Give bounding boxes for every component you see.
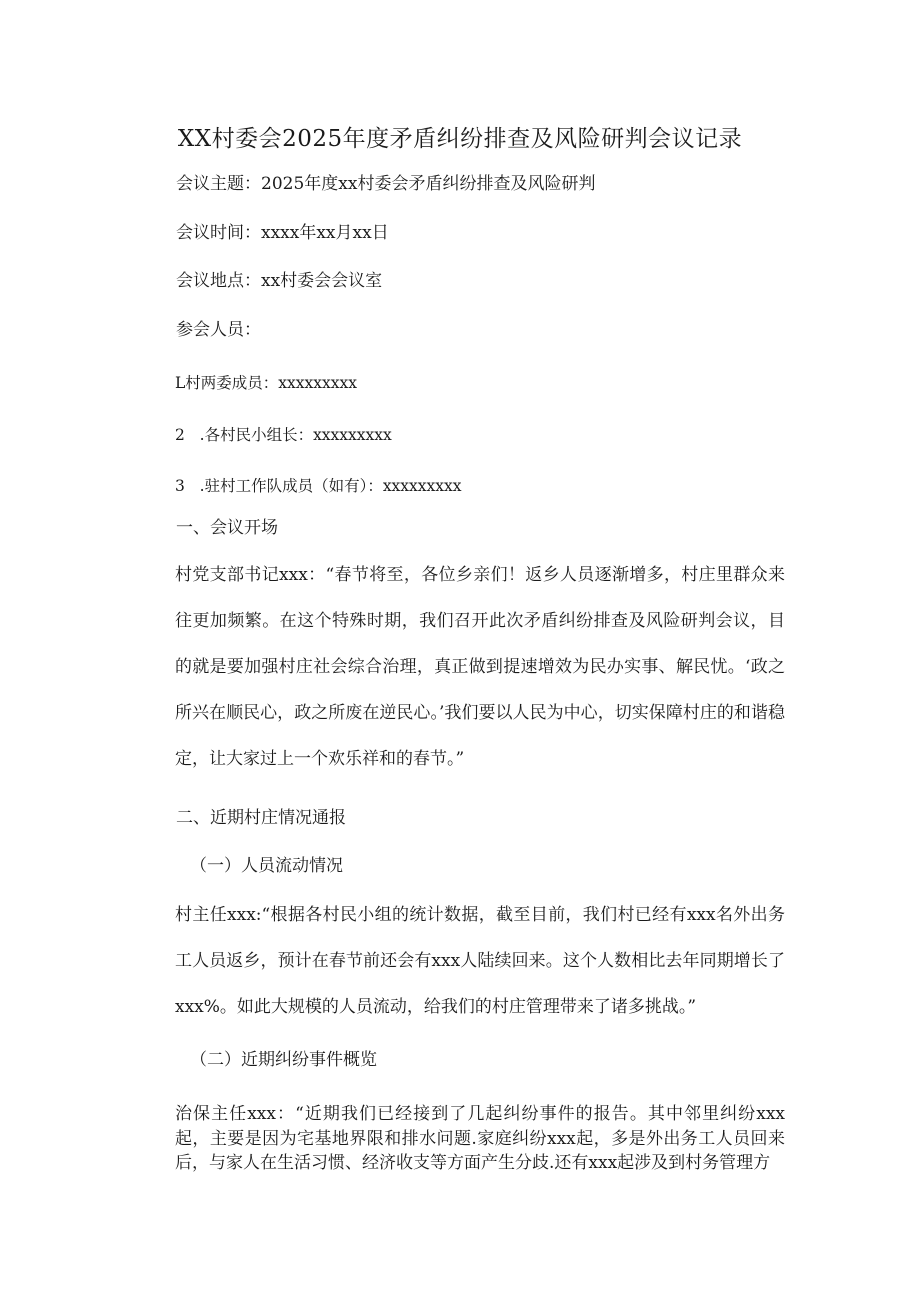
section-2-sub-1-heading: （一）人员流动情况: [190, 856, 343, 876]
meeting-time: 会议时间：xxxx年xx月xx日: [176, 223, 389, 243]
section-2-sub-2-paragraph-text: 治保主任xxx：“近期我们已经接到了几起纠纷事件的报告。其中邻里纠纷xxx起，主要是因为宅基地界限和排水问题.家庭纠纷xxx起，多是外出务工人员回来后，与家人在生活习惯、经济收支等方面产生分歧.还有xxx起涉及到村务管理方: [175, 1104, 785, 1173]
attendee-item-2: 2 .各村民小组长：xxxxxxxxx: [175, 426, 392, 444]
section-2-sub-1-paragraph: [175, 892, 785, 1030]
attendee-item-1: L村两委成员：xxxxxxxxx: [175, 374, 357, 392]
section-2-sub-1-paragraph-text: 村主任xxx:“根据各村民小组的统计数据，截至目前，我们村已经有xxx名外出务工人员返乡，预计在春节前还会有xxx人陆续回来。这个人数相比去年同期增长了xxx%。如此大规模的人员流动，给我们的村庄管理带来了诸多挑战。”: [175, 905, 785, 1017]
section-2-heading: 二、近期村庄情况通报: [176, 808, 346, 828]
section-1-paragraph-text: 村党支部书记xxx：“春节将至，各位乡亲们！返乡人员逐渐增多，村庄里群众来往更加频繁。在这个特殊时期，我们召开此次矛盾纠纷排查及风险研判会议，目的就是要加强村庄社会综合治理，真正做到提速增效为民办实事、解民忧。‘政之所兴在顺民心，政之所废在逆民心。’我们要以人民为中心，切实保障村庄的和谐稳定，让大家过上一个欢乐祥和的春节。”: [175, 565, 785, 769]
meeting-location: 会议地点：xx村委会会议室: [176, 271, 383, 291]
meeting-attendees-label: 参会人员：: [176, 320, 261, 340]
section-2-sub-2-paragraph: [175, 1102, 785, 1176]
attendee-item-3: 3 .驻村工作队成员（如有）：xxxxxxxxx: [175, 477, 462, 495]
section-1-heading: 一、会议开场: [176, 518, 278, 538]
section-1-paragraph: [175, 552, 785, 782]
meeting-theme: 会议主题：2025年度xx村委会矛盾纠纷排查及风险研判: [176, 174, 596, 194]
section-2-sub-2-heading: （二）近期纠纷事件概览: [190, 1050, 377, 1070]
document-title: XX村委会2025年度矛盾纠纷排查及风险研判会议记录: [177, 126, 743, 152]
